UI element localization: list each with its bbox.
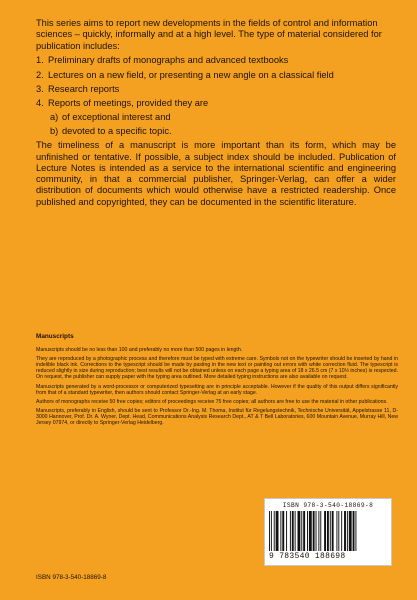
barcode-bar: [344, 511, 346, 551]
barcode-bar: [316, 511, 317, 551]
manuscripts-paragraph: Authors of monographs receive 50 free copies; editors of proceedings receive 75 free copies; all authors are free to use the material in other publications.: [36, 398, 388, 405]
barcode-bar: [347, 511, 348, 551]
series-description: [36, 18, 396, 208]
barcode-bar: [327, 511, 329, 551]
barcode-bar: [269, 511, 270, 551]
barcode-bar: [349, 511, 352, 551]
list-item-text: Reports of meetings, provided they are: [48, 97, 209, 108]
sub-list-item-text: devoted to a specific topic.: [62, 125, 172, 136]
list-item-text: Preliminary drafts of monographs and advanced textbooks: [48, 55, 289, 66]
barcode-digits: 9 783540 188698: [269, 552, 346, 561]
sub-list-item-letter: a): [50, 111, 59, 122]
list-item-text: Research reports: [48, 83, 120, 94]
barcode-bar: [301, 511, 302, 551]
barcode-bar: [295, 511, 296, 551]
barcode-bar: [307, 511, 308, 551]
barcode-bar: [324, 511, 326, 551]
barcode-bar: [303, 511, 305, 551]
list-item: [36, 54, 396, 68]
barcode-bar: [274, 511, 275, 551]
barcode-isbn-label: ISBN 978-3-540-18869-8: [282, 502, 374, 509]
sub-list-item: [36, 111, 396, 125]
manuscripts-paragraph: Manuscripts generated by a word-processor or computerized typesetting are in principle acceptable. However if the quality of this output differs significantly from that of a standard typewriter, then authors should contact Springer-Verlag at an early stage.: [36, 383, 398, 396]
sub-list-item-letter: b): [50, 125, 59, 136]
barcode-bar: [330, 511, 331, 551]
barcode-bar: [298, 511, 301, 551]
barcode-bar: [276, 511, 279, 551]
barcode-bar: [355, 511, 356, 551]
intro-closing: The timeliness of a manuscript is more important than its form, which may be unfinished or tentative. If possible, a subject index should be included. Publication of Lecture Notes is intended as a service to the international scientific and engineering community, in that a commercial publisher, Springer-Verlag, can offer a wider distribution of documents which would otherwise have a restricted readership. Once published and copyrighted, they can be documented in the scientific literature.: [36, 140, 396, 207]
manuscripts-section: [36, 334, 398, 429]
barcode-bar: [318, 511, 319, 551]
barcode-bar: [320, 511, 321, 551]
barcode-bar: [286, 511, 287, 551]
barcode-bar: [338, 511, 339, 551]
barcode-bar: [341, 511, 342, 551]
barcode-bar: [280, 511, 281, 551]
barcode-bar: [309, 511, 312, 551]
barcode-bar: [336, 511, 337, 551]
barcode-bar: [292, 511, 294, 551]
manuscripts-paragraph: Manuscripts, preferably in English, should be sent to Professor Dr.-Ing. M. Thoma, Institut für Regelungstechnik, Technische Universität, Appelstrasse 11, D-3000 Hannover, Prof. Dr. A. Wyner, Dept. Head, Communications Analysis Research Dept., AT & T Bell Laboratories, 600 Mountain Avenue, Murray Hill, New Jersey 07974, or directly to Springer-Verlag Heidelberg.: [36, 407, 398, 427]
barcode-bar: [313, 511, 315, 551]
list-item: [36, 68, 396, 82]
manuscripts-heading: Manuscripts: [36, 333, 74, 340]
barcode-bar: [271, 511, 272, 551]
material-list: [36, 54, 396, 138]
sub-list-item: [36, 124, 396, 138]
list-item: [36, 96, 396, 110]
barcode-bar: [282, 511, 284, 551]
manuscripts-paragraph: Manuscripts should be no less than 100 and preferably no more than 500 pages in length.: [36, 347, 243, 354]
barcode-panel: [264, 498, 392, 566]
list-item-number: 3.: [36, 83, 44, 94]
list-item-number: 2.: [36, 69, 44, 80]
barcode-bar: [290, 511, 291, 551]
list-item: [36, 82, 396, 96]
barcode-graphic: [269, 511, 387, 551]
sub-list-item-text: of exceptional interest and: [62, 111, 171, 122]
isbn-footer: ISBN 978-3-540-18869-8: [36, 574, 107, 581]
barcode-bar: [332, 511, 334, 551]
barcode-bar: [353, 511, 355, 551]
manuscripts-paragraph: They are reproduced by a photographic process and therefore must be typed with extreme care. Symbols not on the typewriter should be inserted by hand in indelible black ink. Corrections to the typescript should be made by pasting in the new text or painting out errors with white correction fluid. The typescript is reduced slightly in size during reproduction; best results will not be obtained unless on each page a typing area of 18 x 26.5 cm (7 x 10½ inches) is respected. On request, the publisher can supply paper with the typing area outlined. More detailed typing instructions are also available on request.: [36, 356, 398, 381]
list-item-number: 4.: [36, 97, 44, 108]
intro-opening: This series aims to report new developments in the fields of control and information sciences – quickly, informally and at a high level. The type of material considered for publication includes:: [36, 18, 382, 51]
list-item-number: 1.: [36, 55, 44, 66]
list-item-text: Lectures on a new field, or presenting a new angle on a classical field: [48, 69, 334, 80]
